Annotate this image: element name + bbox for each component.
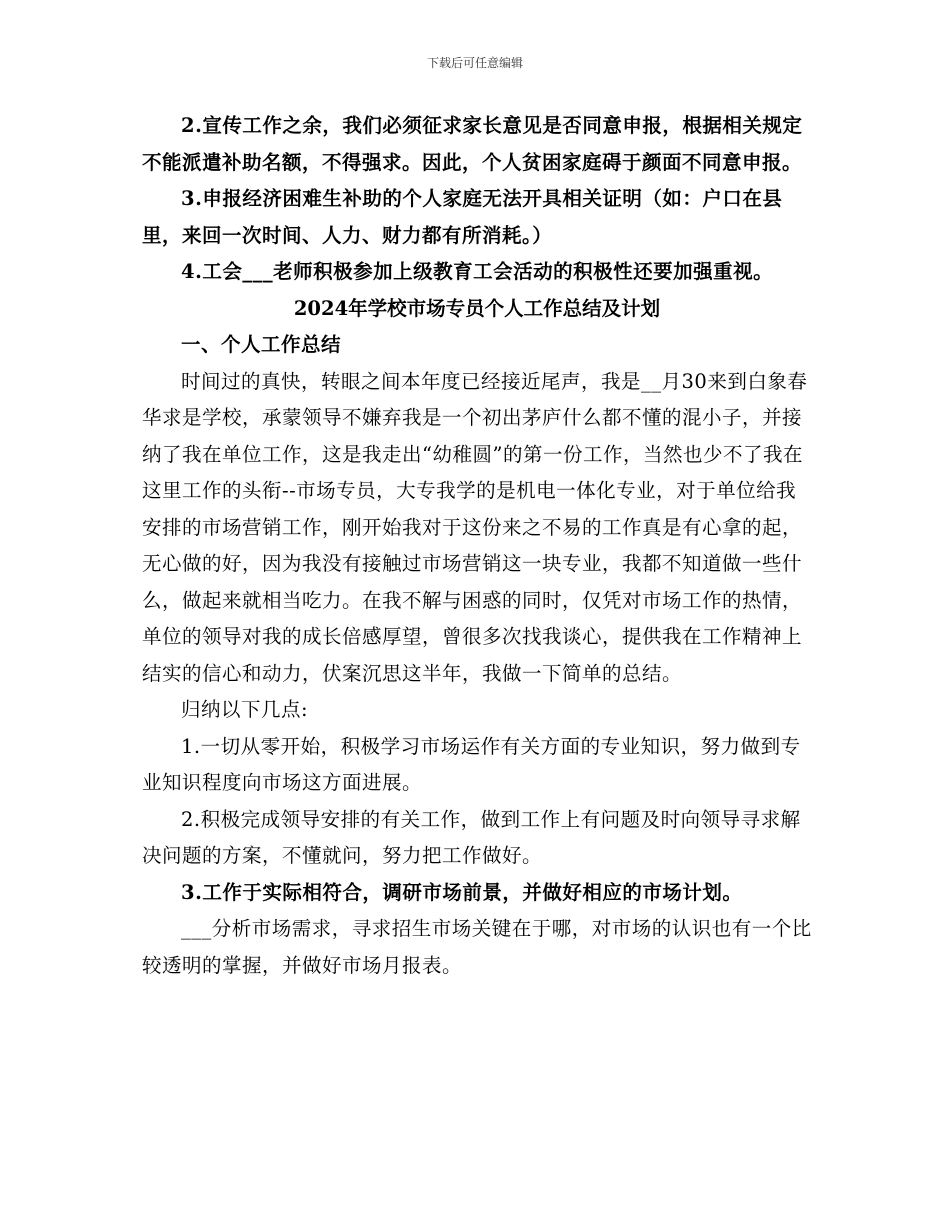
summary-intro: 归纳以下几点: bbox=[181, 698, 309, 721]
section-heading: 一、个人工作总结 bbox=[181, 333, 342, 356]
document-body bbox=[142, 108, 812, 984]
summary-point-2: 2.积极完成领导安排的有关工作，做到工作上有问题及时向领导寻求解决问题的方案，不懂就问，努力把工作做好。 bbox=[142, 807, 801, 867]
summary-point-3-detail: ___分析市场需求，寻求招生市场关键在于哪，对市场的认识也有一个比较透明的掌握，并做好市场月报表。 bbox=[142, 917, 812, 977]
body-paragraph: 时间过的真快，转眼之间本年度已经接近尾声，我是__月30来到白象春华求是学校，承蒙领导不嫌弃我是一个初出茅庐什么都不懂的混小子，并接纳了我在单位工作，这是我走出“幼稚圆”的第一份工作，当然也少不了我在这里工作的头衔--市场专员，大专我学的是机电一体化专业，对于单位给我安排的市场营销工作，刚开始我对于这份来之不易的工作真是有心拿的起，无心做的好，因为我没有接触过市场营销这一块专业，我都不知道做一些什么，做起来就相当吃力。在我不解与困惑的同时，仅凭对市场工作的热情，单位的领导对我的成长倍感厚望，曾很多次找我谈心，提供我在工作精神上结实的信心和动力，伏案沉思这半年，我做一下简单的总结。 bbox=[142, 369, 808, 685]
document-title: 2024年学校市场专员个人工作总结及计划 bbox=[293, 296, 661, 320]
paragraph-item-3: 3.申报经济困难生补助的个人家庭无法开具相关证明（如：户口在县里，来回一次时间、人力、财力都有所消耗。） bbox=[142, 187, 783, 247]
paragraph-item-2: 2.宣传工作之余，我们必须征求家长意见是否同意申报，根据相关规定不能派遣补助名额，不得强求。因此，个人贫困家庭碍于颜面不同意申报。 bbox=[142, 114, 803, 174]
summary-point-3: 3.工作于实际相符合，调研市场前景，并做好相应的市场计划。 bbox=[181, 880, 743, 904]
paragraph-item-4: 4.工会___老师积极参加上级教育工会活动的积极性还要加强重视。 bbox=[181, 260, 774, 283]
summary-point-1: 1.一切从零开始，积极学习市场运作有关方面的专业知识，努力做到专业知识程度向市场这方面进展。 bbox=[142, 734, 801, 794]
page-header-note: 下载后可任意编辑 bbox=[426, 56, 523, 70]
